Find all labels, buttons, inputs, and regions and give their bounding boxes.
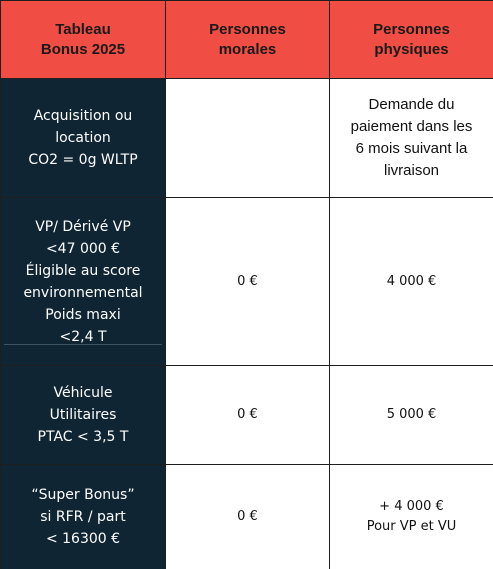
row-label-vp: VP/ Dérivé VP <47 000 € Éligible au score environnemental Poids maxi <2,4 T	[1, 198, 166, 366]
divider-line	[4, 344, 162, 345]
header-personnes-morales: Personnes morales	[166, 1, 330, 79]
table-row	[1, 465, 493, 569]
table-row	[1, 366, 493, 465]
row-label-acquisition: Acquisition ou location CO2 = 0g WLTP	[1, 79, 166, 198]
table-row	[1, 79, 493, 198]
cell-morales-empty	[166, 79, 330, 198]
table-header-row	[1, 1, 493, 79]
table-row	[1, 198, 493, 366]
cell-physiques-super-bonus: + 4 000 € Pour VP et VU	[330, 465, 493, 569]
cell-morales-utilitaires: 0 €	[166, 366, 330, 465]
cell-physiques-demande: Demande du paiement dans les 6 mois suivant la livraison	[330, 79, 493, 198]
cell-physiques-utilitaires: 5 000 €	[330, 366, 493, 465]
header-title: Tableau Bonus 2025	[1, 1, 166, 79]
row-label-super-bonus: “Super Bonus” si RFR / part < 16300 €	[1, 465, 166, 569]
header-personnes-physiques: Personnes physiques	[330, 1, 493, 79]
cell-morales-super-bonus: 0 €	[166, 465, 330, 569]
row-label-utilitaires: Véhicule Utilitaires PTAC < 3,5 T	[1, 366, 166, 465]
cell-physiques-vp: 4 000 €	[330, 198, 493, 366]
cell-morales-vp: 0 €	[166, 198, 330, 366]
